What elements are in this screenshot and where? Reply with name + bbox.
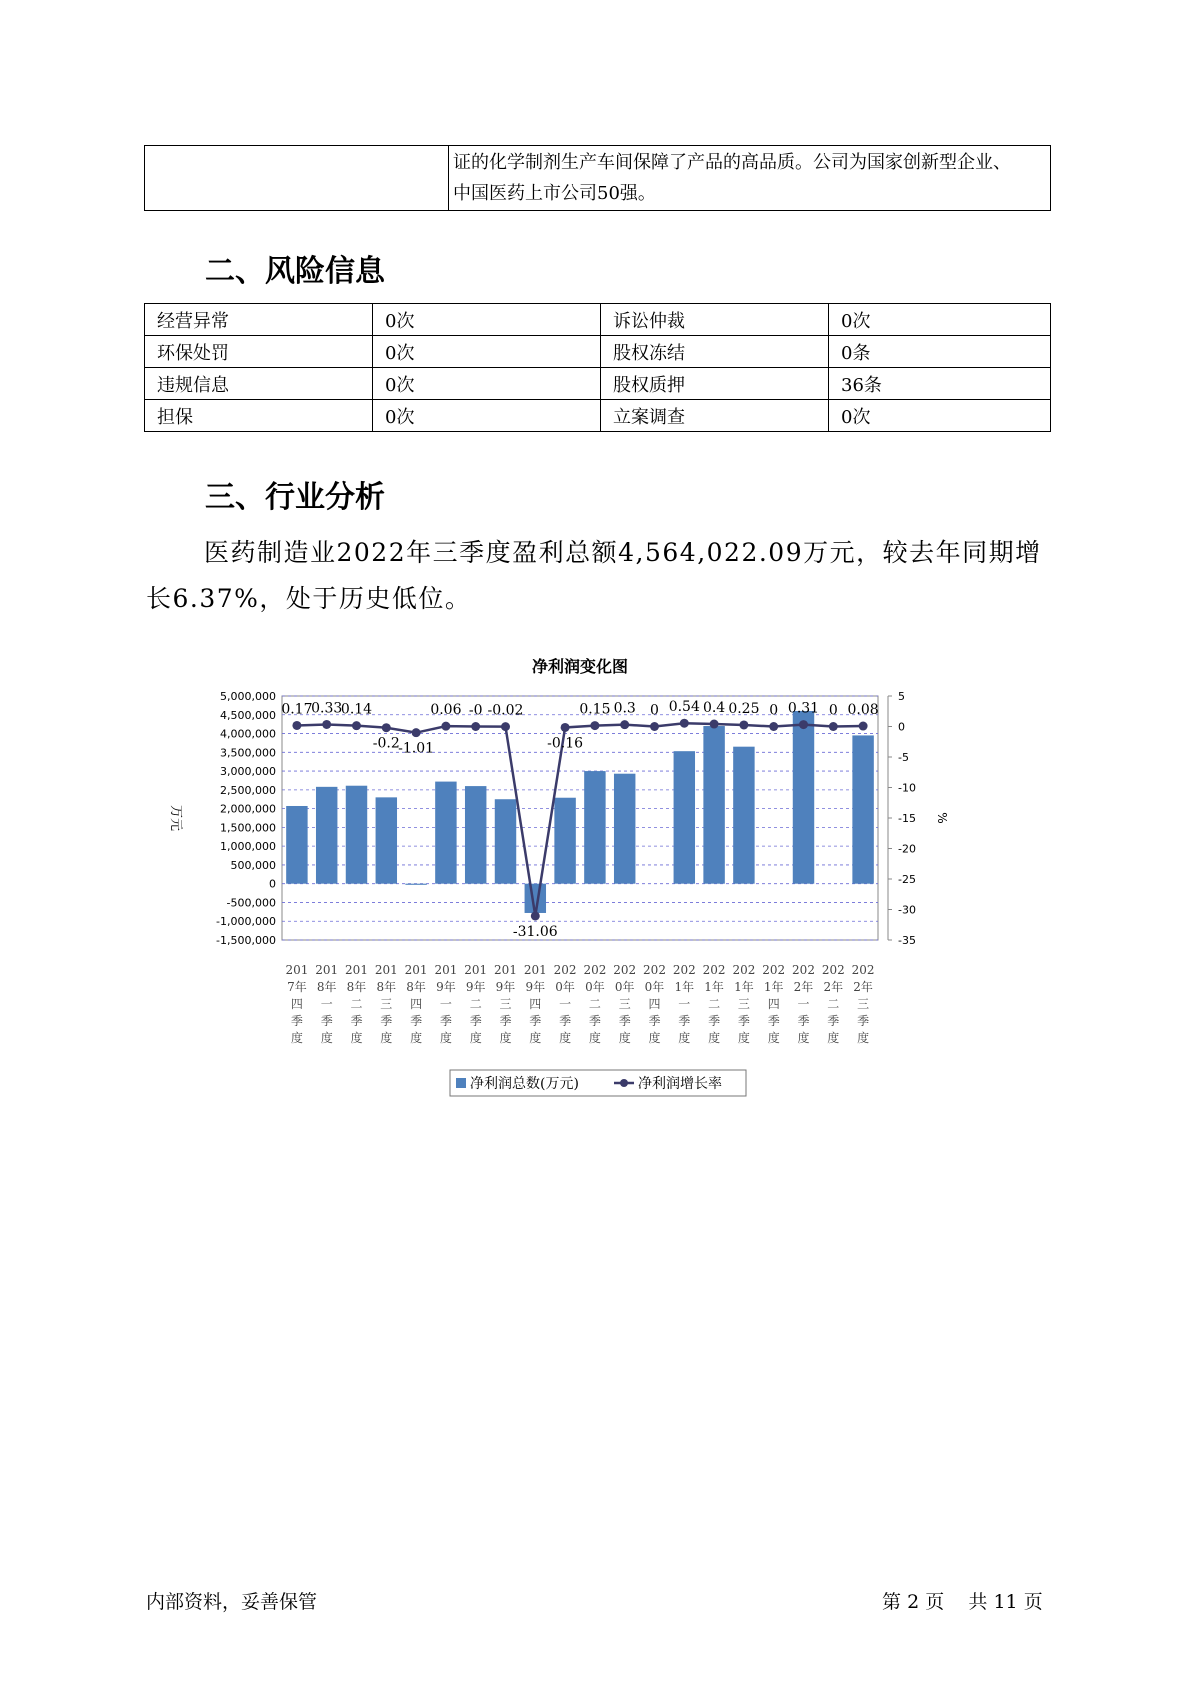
growth-data-label: 0.4 <box>702 700 726 717</box>
risk-value: 36条 <box>829 368 1051 400</box>
x-tick-label: 202 <box>553 963 577 977</box>
x-tick-label: 202 <box>672 963 696 977</box>
growth-data-label: 0.25 <box>728 700 760 717</box>
x-tick-label: 一 <box>678 997 691 1011</box>
x-tick-label: 202 <box>613 963 637 977</box>
x-tick-label: 季 <box>439 1014 452 1028</box>
y2-axis-label: % <box>935 812 949 824</box>
growth-data-label: 0.06 <box>430 702 462 719</box>
risk-info-table <box>144 303 1051 432</box>
x-tick-label: 度 <box>857 1031 870 1045</box>
total-suffix: 页 <box>1023 1591 1043 1613</box>
growth-data-label: 0 <box>828 702 838 719</box>
x-tick-label: 0年 <box>555 980 575 994</box>
net-profit-chart <box>150 650 1010 1110</box>
growth-point <box>352 721 361 730</box>
legend-line-label: 净利润增长率 <box>638 1076 722 1092</box>
growth-point <box>710 720 719 729</box>
growth-point <box>739 720 748 729</box>
bar <box>674 751 695 884</box>
page-num: 2 <box>907 1591 920 1613</box>
x-tick-label: 季 <box>588 1014 601 1028</box>
growth-point <box>859 722 868 731</box>
bar <box>495 799 516 883</box>
x-tick-label: 度 <box>469 1031 482 1045</box>
x-tick-label: 四 <box>767 997 780 1011</box>
y-tick-label: 5,000,000 <box>220 690 276 703</box>
y-tick-label: 3,000,000 <box>220 765 276 779</box>
x-tick-label: 三 <box>380 997 393 1011</box>
x-tick-label: 201 <box>404 963 428 977</box>
intro-description-cell <box>449 146 1051 211</box>
page-prefix: 第 <box>882 1591 902 1613</box>
x-tick-label: 1年 <box>763 980 784 994</box>
risk-value: 0次 <box>373 336 601 368</box>
x-tick-label: 三 <box>857 997 870 1011</box>
x-tick-label: 201 <box>523 963 547 977</box>
x-tick-label: 度 <box>559 1031 572 1045</box>
x-tick-label: 度 <box>529 1031 542 1045</box>
growth-data-label: -0.2 <box>372 735 400 752</box>
y2-tick-label: -15 <box>898 812 916 825</box>
growth-point <box>382 723 391 732</box>
growth-data-label: 0.15 <box>579 701 611 718</box>
y-tick-label: 1,500,000 <box>220 821 276 835</box>
legend-bar-swatch <box>456 1078 466 1088</box>
risk-label: 股权冻结 <box>601 336 829 368</box>
growth-data-label: 0 <box>769 702 779 719</box>
growth-point <box>471 722 480 731</box>
total-num: 11 <box>993 1591 1018 1613</box>
legend-line-marker <box>620 1079 628 1087</box>
x-tick-label: 201 <box>315 963 339 977</box>
x-tick-label: 202 <box>702 963 726 977</box>
x-tick-label: 201 <box>285 963 309 977</box>
risk-heading: 二、风险信息 <box>205 254 385 289</box>
y2-tick-label: 0 <box>898 720 905 734</box>
risk-value: 0次 <box>829 400 1051 432</box>
risk-row <box>145 336 1051 368</box>
x-tick-label: 2年 <box>823 980 844 994</box>
x-tick-label: 季 <box>410 1014 423 1028</box>
x-tick-label: 1年 <box>674 980 695 994</box>
x-tick-label: 度 <box>797 1031 810 1045</box>
footer-confidential: 内部资料，妥善保管 <box>146 1591 318 1613</box>
x-tick-label: 季 <box>499 1014 512 1028</box>
bar <box>435 782 456 884</box>
growth-point <box>799 720 808 729</box>
bar <box>703 726 724 884</box>
x-tick-label: 202 <box>851 963 875 977</box>
risk-value: 0次 <box>373 400 601 432</box>
y-tick-label: 0 <box>269 877 276 891</box>
x-tick-label: 季 <box>290 1014 303 1028</box>
growth-point <box>292 721 301 730</box>
bar <box>733 747 754 884</box>
x-tick-label: 9年 <box>436 980 456 994</box>
x-tick-label: 9年 <box>525 980 546 994</box>
growth-data-label: 0.3 <box>613 700 636 717</box>
x-tick-label: 202 <box>821 963 845 977</box>
x-tick-label: 季 <box>618 1014 631 1028</box>
x-tick-label: 202 <box>643 963 666 977</box>
x-tick-label: 二 <box>708 997 721 1011</box>
y-tick-label: -500,000 <box>226 896 276 910</box>
x-tick-label: 201 <box>374 963 398 977</box>
growth-point <box>441 722 450 731</box>
total-prefix: 共 <box>968 1591 988 1613</box>
x-tick-label: 度 <box>678 1031 691 1045</box>
x-tick-label: 季 <box>857 1014 870 1028</box>
growth-point <box>829 722 838 731</box>
company-intro-table <box>144 145 1051 211</box>
growth-point <box>590 721 599 730</box>
footer-page-number <box>882 1587 1043 1614</box>
x-tick-label: 202 <box>792 963 815 977</box>
growth-data-label: 0.14 <box>340 701 373 718</box>
y2-tick-label: 5 <box>898 690 905 703</box>
x-tick-label: 度 <box>588 1031 601 1045</box>
y-tick-label: 2,000,000 <box>220 802 276 816</box>
y2-tick-label: -5 <box>898 751 909 764</box>
x-tick-label: 201 <box>464 963 488 977</box>
x-tick-label: 0年 <box>614 980 635 994</box>
growth-point <box>322 720 331 729</box>
bar <box>584 771 605 884</box>
x-tick-label: 202 <box>762 963 786 977</box>
risk-label: 担保 <box>145 400 373 432</box>
industry-heading: 三、行业分析 <box>205 480 385 515</box>
x-tick-label: 季 <box>767 1014 780 1028</box>
y2-tick-label: -20 <box>898 842 916 856</box>
x-tick-label: 度 <box>708 1031 721 1045</box>
x-tick-label: 度 <box>320 1031 333 1045</box>
growth-point <box>561 723 570 732</box>
page-mid: 页 <box>925 1591 945 1613</box>
x-tick-label: 201 <box>434 963 458 977</box>
x-tick-label: 季 <box>827 1014 840 1028</box>
x-tick-label: 四 <box>410 997 423 1011</box>
risk-value: 0次 <box>829 304 1051 336</box>
growth-data-label: -0.16 <box>547 735 584 752</box>
risk-value: 0次 <box>373 368 601 400</box>
bar <box>405 884 426 885</box>
x-tick-label: 7年 <box>287 980 307 994</box>
bar <box>286 806 307 884</box>
risk-label: 立案调查 <box>601 400 829 432</box>
x-tick-label: 度 <box>410 1031 423 1045</box>
x-tick-label: 三 <box>737 997 750 1011</box>
x-tick-label: 二 <box>469 997 482 1011</box>
intro-empty-cell <box>145 146 449 211</box>
growth-point <box>531 911 540 920</box>
risk-value: 0次 <box>373 304 601 336</box>
growth-point <box>501 722 510 731</box>
x-tick-label: 度 <box>618 1031 631 1045</box>
risk-label: 股权质押 <box>601 368 829 400</box>
growth-point <box>769 722 778 731</box>
risk-value: 0条 <box>829 336 1051 368</box>
legend-bar-label: 净利润总数(万元) <box>470 1076 579 1092</box>
bar <box>554 798 575 884</box>
risk-row <box>145 368 1051 400</box>
y-tick-label: 500,000 <box>230 858 276 872</box>
x-tick-label: 三 <box>618 997 631 1011</box>
x-tick-label: 0年 <box>585 980 605 994</box>
growth-data-label: 0.08 <box>847 702 879 719</box>
growth-data-label: -31.06 <box>512 923 558 940</box>
x-tick-label: 四 <box>290 997 303 1011</box>
x-tick-label: 9年 <box>465 980 486 994</box>
x-tick-label: 度 <box>350 1031 363 1045</box>
y-tick-label: 4,000,000 <box>220 727 276 741</box>
x-tick-label: 1年 <box>734 980 754 994</box>
x-tick-label: 季 <box>797 1014 810 1028</box>
x-tick-label: 8年 <box>376 980 397 994</box>
x-tick-label: 202 <box>583 963 607 977</box>
x-tick-label: 度 <box>499 1031 512 1045</box>
intro-line-2: 中国医药上市公司50强。 <box>453 183 656 204</box>
x-tick-label: 1年 <box>704 980 724 994</box>
x-tick-label: 8年 <box>406 980 426 994</box>
x-tick-label: 一 <box>797 997 810 1011</box>
risk-label: 违规信息 <box>145 368 373 400</box>
x-tick-label: 2年 <box>853 980 873 994</box>
x-tick-label: 度 <box>380 1031 393 1045</box>
y-tick-label: 4,500,000 <box>220 708 276 722</box>
x-tick-label: 季 <box>559 1014 572 1028</box>
risk-label: 诉讼仲裁 <box>601 304 829 336</box>
growth-point <box>620 720 629 729</box>
x-tick-label: 二 <box>350 997 363 1011</box>
x-tick-label: 季 <box>678 1014 691 1028</box>
bar <box>793 711 814 884</box>
y2-tick-label: -35 <box>898 934 916 947</box>
growth-data-label: -0 <box>468 702 483 719</box>
growth-data-label: 0.54 <box>668 699 700 716</box>
x-tick-label: 202 <box>732 963 756 977</box>
x-tick-label: 一 <box>439 997 452 1011</box>
risk-label: 经营异常 <box>145 304 373 336</box>
industry-paragraph: 医药制造业2022年三季度盈利总额4,564,022.09万元，较去年同期增长6.37%，处于历史低位。 <box>146 538 1042 613</box>
x-tick-label: 度 <box>290 1031 303 1045</box>
bar <box>376 797 397 883</box>
x-tick-label: 8年 <box>316 980 337 994</box>
x-tick-label: 201 <box>345 963 368 977</box>
risk-row <box>145 400 1051 432</box>
growth-data-label: 0.31 <box>787 700 820 717</box>
x-tick-label: 9年 <box>495 980 516 994</box>
bar <box>852 735 873 883</box>
y-tick-label: 2,500,000 <box>220 783 276 797</box>
x-tick-label: 四 <box>529 997 542 1011</box>
x-tick-label: 201 <box>494 963 517 977</box>
growth-data-label: -0.02 <box>487 702 524 719</box>
x-tick-label: 度 <box>737 1031 750 1045</box>
y2-tick-label: -30 <box>898 903 916 917</box>
x-tick-label: 季 <box>708 1014 721 1028</box>
x-tick-label: 季 <box>648 1014 661 1028</box>
x-tick-label: 度 <box>767 1031 780 1045</box>
y2-tick-label: -10 <box>898 781 916 795</box>
bar <box>346 786 367 884</box>
x-tick-label: 度 <box>827 1031 840 1045</box>
risk-row <box>145 304 1051 336</box>
y2-tick-label: -25 <box>898 873 916 886</box>
bar <box>614 774 635 884</box>
x-tick-label: 一 <box>559 997 572 1011</box>
risk-label: 环保处罚 <box>145 336 373 368</box>
x-tick-label: 季 <box>350 1014 363 1028</box>
y-tick-label: -1,500,000 <box>216 934 276 947</box>
x-tick-label: 二 <box>827 997 840 1011</box>
intro-line-1: 证的化学制剂生产车间保障了产品的高品质。公司为国家创新型企业、 <box>453 152 1011 173</box>
x-tick-label: 季 <box>469 1014 482 1028</box>
bar <box>316 787 337 884</box>
growth-data-label: 0 <box>650 702 659 719</box>
y-tick-label: 1,000,000 <box>220 840 276 854</box>
growth-point <box>650 722 659 731</box>
x-tick-label: 2年 <box>793 980 814 994</box>
y-tick-label: 3,500,000 <box>220 746 276 760</box>
x-tick-label: 度 <box>439 1031 452 1045</box>
x-tick-label: 三 <box>499 997 512 1011</box>
x-tick-label: 季 <box>320 1014 333 1028</box>
x-tick-label: 8年 <box>346 980 367 994</box>
x-tick-label: 度 <box>648 1031 661 1045</box>
x-tick-label: 季 <box>737 1014 750 1028</box>
growth-data-label: 0.33 <box>311 700 343 717</box>
growth-data-label: -1.01 <box>398 740 435 757</box>
growth-point <box>680 719 689 728</box>
y-tick-label: -1,000,000 <box>216 915 276 929</box>
growth-data-label: 0.17 <box>281 701 313 718</box>
x-tick-label: 季 <box>380 1014 393 1028</box>
x-tick-label: 季 <box>529 1014 542 1028</box>
y-axis-label: 万元 <box>168 804 183 832</box>
bar <box>465 786 486 884</box>
growth-point <box>412 728 421 737</box>
x-tick-label: 四 <box>648 997 661 1011</box>
x-tick-label: 0年 <box>644 980 665 994</box>
plot-frame <box>282 696 878 940</box>
x-tick-label: 二 <box>588 997 601 1011</box>
x-tick-label: 一 <box>320 997 333 1011</box>
chart-title: 净利润变化图 <box>531 657 629 676</box>
